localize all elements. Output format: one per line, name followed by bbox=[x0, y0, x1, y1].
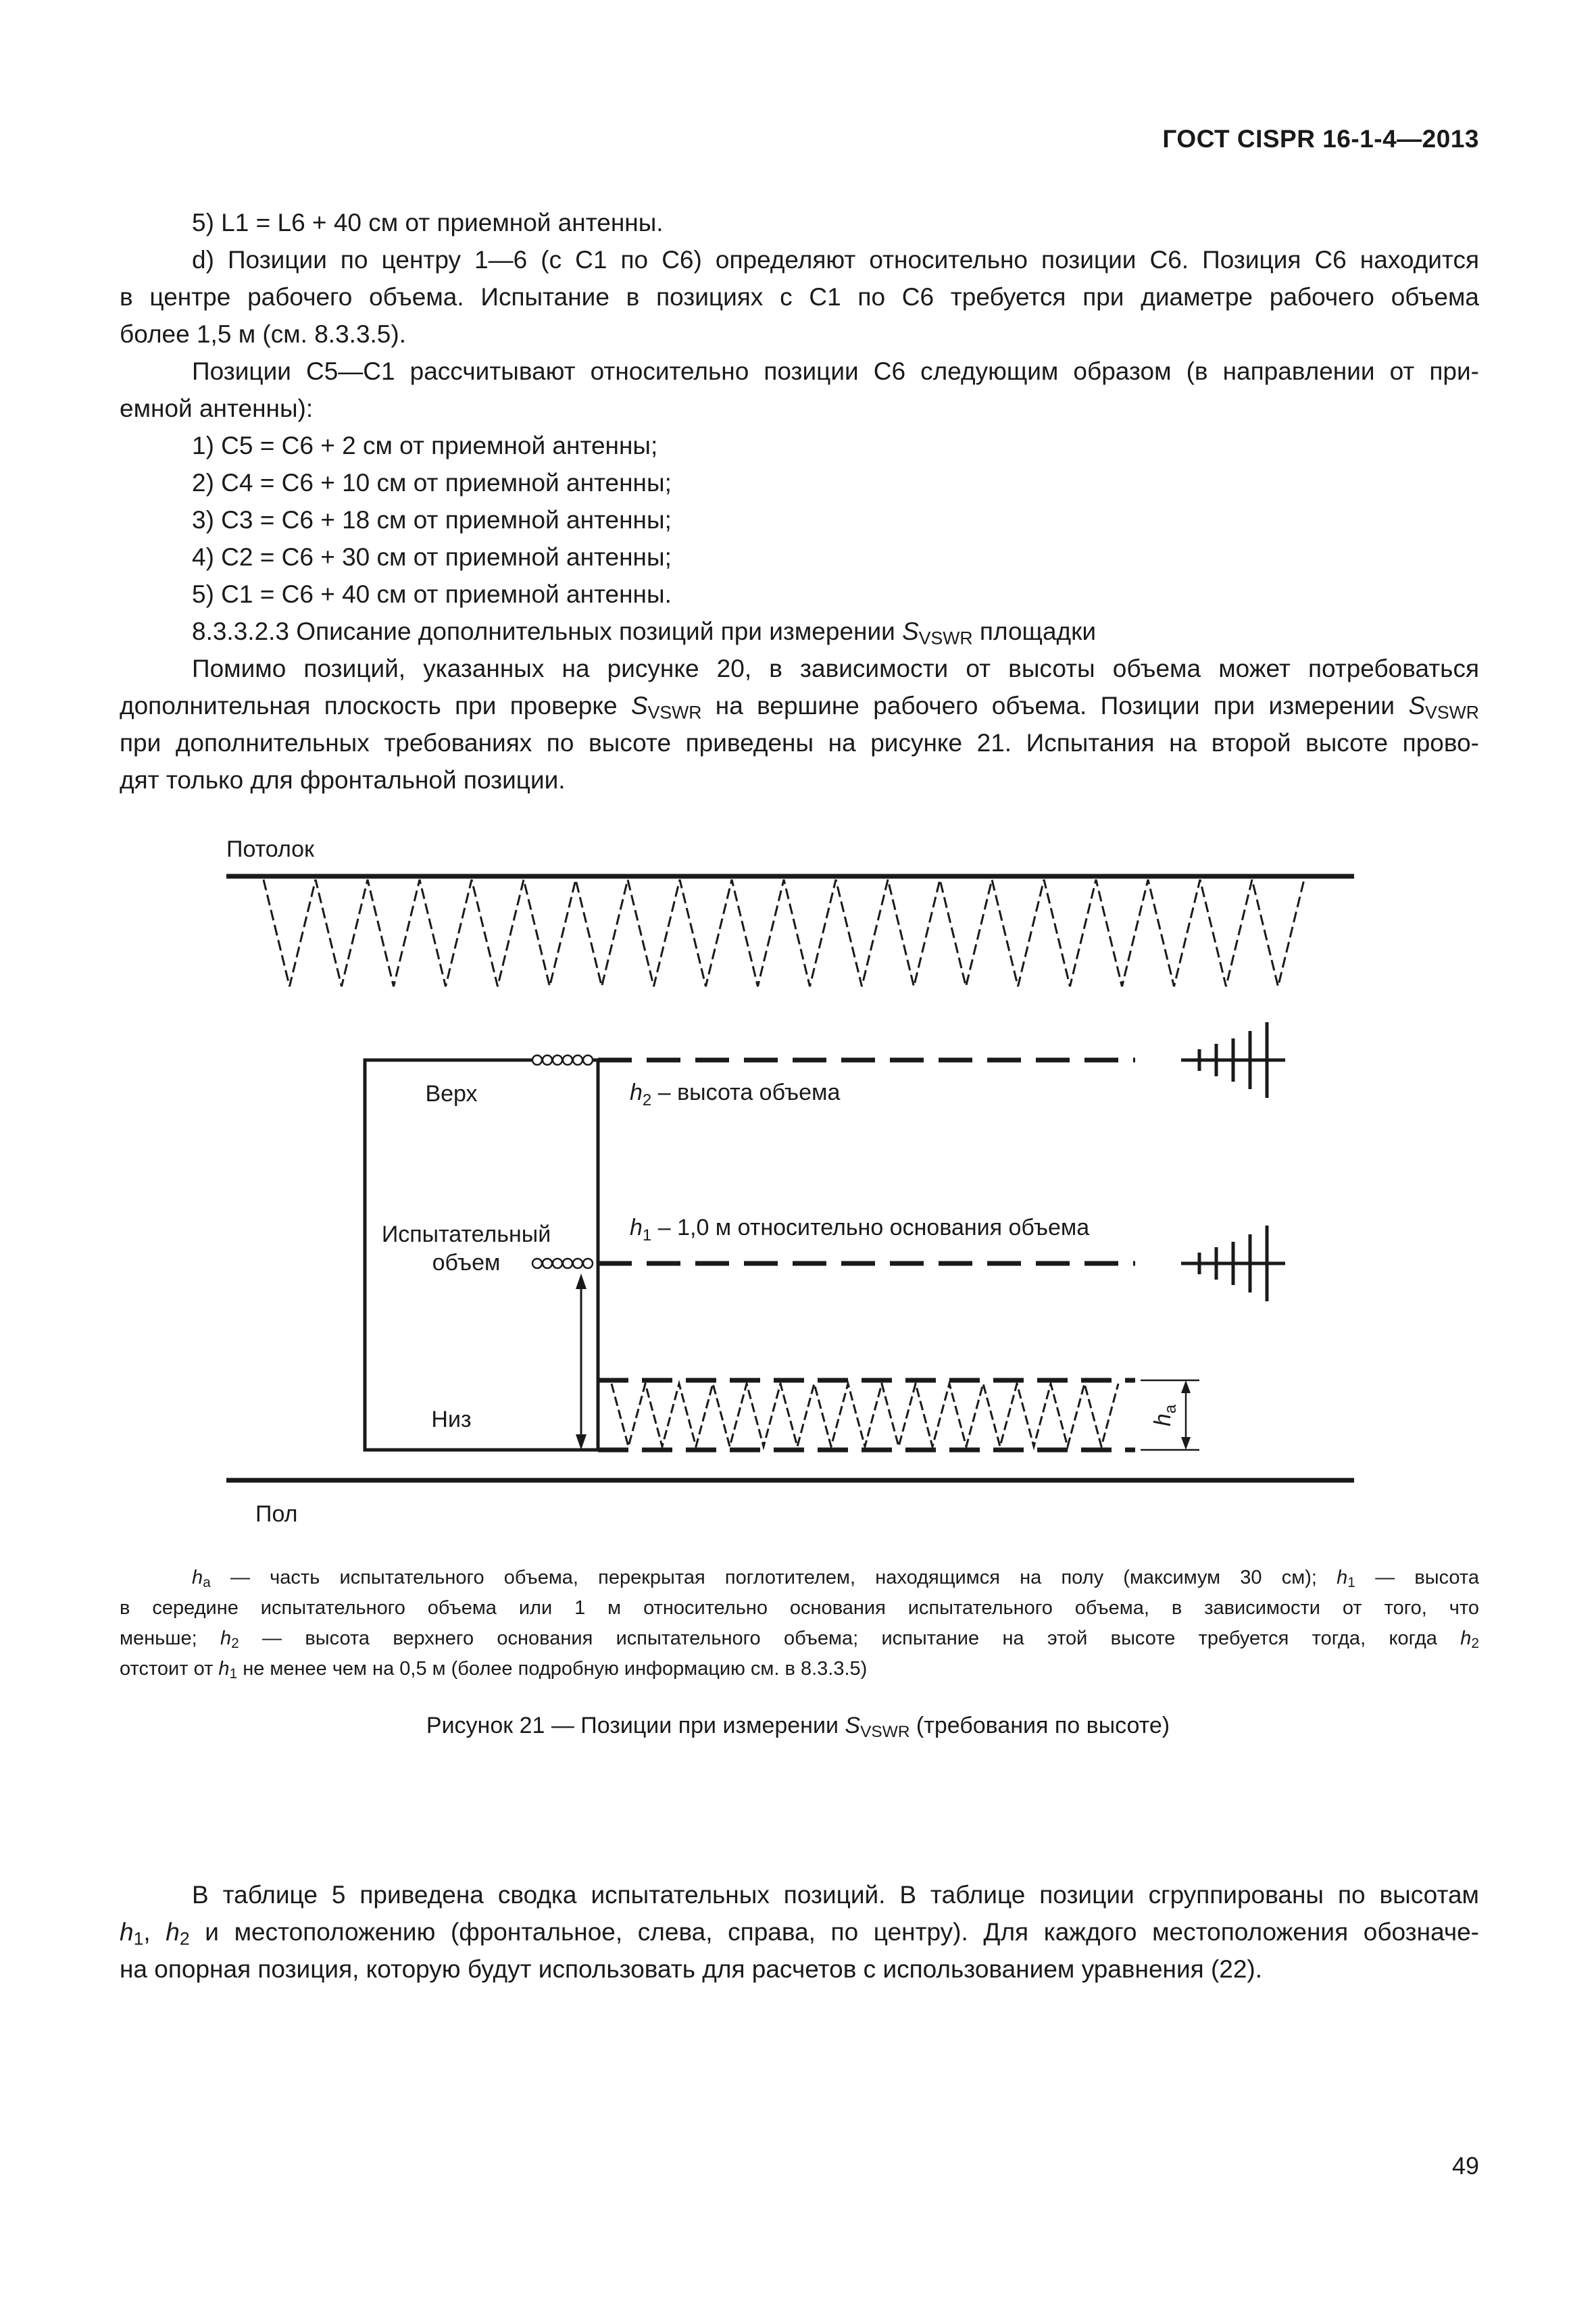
antenna-top-icon bbox=[1181, 1022, 1285, 1098]
position-circle bbox=[532, 1055, 542, 1065]
note-line: меньше; $h_2$ — высота верхнего основания испытательного объема; испытание на этой высоте требуется тогда, когда $h_2$ bbox=[120, 1628, 1479, 1652]
position-circle bbox=[553, 1259, 562, 1268]
list-item: 1) C5 = C6 + 2 см от приемной антенны; bbox=[192, 432, 658, 459]
summary-text bbox=[120, 1876, 1479, 1988]
position-circle bbox=[563, 1055, 572, 1065]
antenna-middle-icon bbox=[1181, 1226, 1285, 1301]
ha-arrow-bottom bbox=[1181, 1437, 1191, 1450]
ceiling-absorber bbox=[264, 880, 1304, 986]
arrow-head-down bbox=[576, 1434, 587, 1450]
volume-label-line1: Испытательный bbox=[381, 1222, 551, 1247]
arrow-head-up bbox=[576, 1274, 587, 1289]
position-circle bbox=[532, 1259, 542, 1268]
text-line: более 1,5 м (см. 8.3.3.5). bbox=[120, 320, 406, 348]
ha-arrow-top bbox=[1181, 1380, 1191, 1393]
top-label: Верх bbox=[425, 1081, 478, 1107]
top-positions bbox=[532, 1055, 593, 1065]
ceiling-label: Потолок bbox=[226, 836, 314, 862]
text-line: Позиции C5—C1 рассчитывают относительно позиции C6 следующим образом (в направлении от при- bbox=[192, 357, 1479, 385]
figure-note bbox=[120, 1563, 1479, 1684]
floor-label: Пол bbox=[255, 1501, 298, 1527]
h2-label: $h_2$ – высота объема bbox=[630, 1080, 841, 1109]
list-item: 2) C4 = C6 + 10 см от приемной антенны; bbox=[192, 469, 672, 497]
section-title: 8.3.3.2.3 Описание дополнительных позиций при измерении $S_{VSWR}$ площадки bbox=[192, 618, 1097, 649]
note-line: отстоит от $h_1$ не менее чем на 0,5 м (более подробную информацию см. в 8.3.3.5) bbox=[120, 1658, 868, 1682]
position-circle bbox=[583, 1055, 593, 1065]
text-line: дят только для фронтальной позиции. bbox=[120, 766, 566, 794]
list-item: 3) C3 = C6 + 18 см от приемной антенны; bbox=[192, 506, 672, 534]
text-line: d) Позиции по центру 1—6 (с C1 по C6) определяют относительно позиции C6. Позиция C6 находится bbox=[192, 246, 1479, 274]
bottom-label: Низ bbox=[431, 1407, 472, 1432]
text-line: при дополнительных требованиях по высоте приведены на рисунке 21. Испытания на второй высоте прово- bbox=[120, 729, 1479, 757]
page-number: 49 bbox=[1451, 2152, 1479, 2180]
floor-absorber bbox=[612, 1384, 1118, 1447]
text-line: в центре рабочего объема. Испытание в позициях с C1 по C6 требуется при диаметре рабочего объема bbox=[120, 283, 1479, 311]
ha-label: $h_a$ bbox=[1150, 1404, 1180, 1427]
list-item: 4) C2 = C6 + 30 см от приемной антенны; bbox=[192, 543, 672, 571]
text-line: 5) L1 = L6 + 40 см от приемной антенны. bbox=[192, 209, 664, 236]
text-line: емной антенны): bbox=[120, 395, 314, 422]
position-circle bbox=[543, 1259, 552, 1268]
note-line: $h_a$ — часть испытательного объема, перекрытая поглотителем, находящимся на полу (максимум 30 см); $h_1$ — высота bbox=[192, 1567, 1479, 1591]
h1-label: $h_1 - 1,0$ м относительно основания объема bbox=[630, 1215, 1090, 1244]
position-circle bbox=[583, 1259, 593, 1268]
document-header: ГОСТ CISPR 16-1-4—2013 bbox=[1162, 125, 1479, 153]
note-line: в середине испытательного объема или 1 м относительно основания испытательного объема, в зависимости от того, что bbox=[120, 1597, 1479, 1619]
text-line: Помимо позиций, указанных на рисунке 20, в зависимости от высоты объема может потребоваться bbox=[192, 655, 1479, 682]
text-line: дополнительная плоскость при проверке $S_{VSWR}$ на вершине рабочего объема. Позиции при измерении $S_{VSWR}$ bbox=[120, 692, 1479, 723]
position-circle bbox=[573, 1259, 582, 1268]
list-item: 5) C1 = C6 + 40 см от приемной антенны. bbox=[192, 580, 672, 608]
position-circle bbox=[543, 1055, 552, 1065]
volume-label-line2: объем bbox=[432, 1250, 501, 1276]
text-line: на опорная позиция, которую будут использовать для расчетов с использованием уравнения (22). bbox=[120, 1955, 1263, 1983]
position-circle bbox=[563, 1259, 572, 1268]
text-line: $h_1$, $h_2$ и местоположению (фронтальное, слева, справа, по центру). Для каждого местоположения обозначе- bbox=[120, 1918, 1480, 1949]
position-circle bbox=[553, 1055, 562, 1065]
text-line: В таблице 5 приведена сводка испытательных позиций. В таблице позиции сгруппированы по высотам bbox=[192, 1881, 1479, 1909]
middle-positions bbox=[532, 1259, 593, 1268]
position-circle bbox=[573, 1055, 582, 1065]
figure-caption: Рисунок 21 — Позиции при измерении $S_{VSWR}$ (требования по высоте) bbox=[426, 1713, 1170, 1742]
